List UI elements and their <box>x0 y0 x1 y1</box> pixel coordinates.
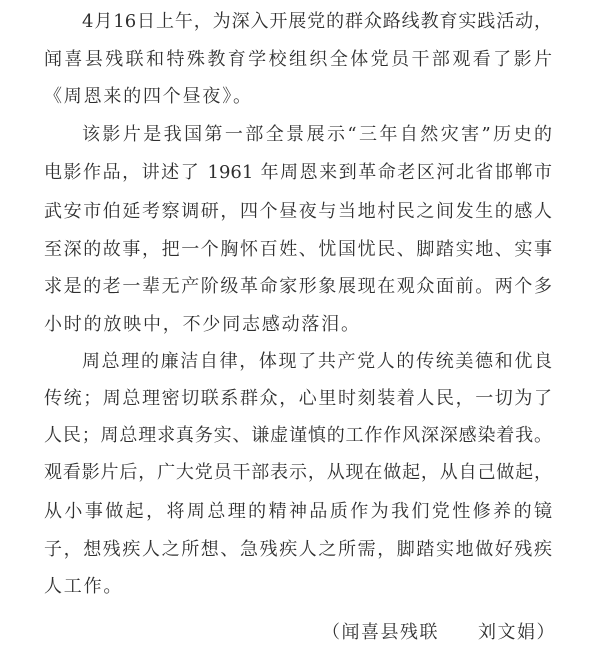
paragraph-3-line-6: 子，想残疾人之所想、急残疾人之所需，脚踏实地做好残疾 <box>44 539 552 560</box>
paragraph-3-line-1: 周总理的廉洁自律，体现了共产党人的传统美德和优良 <box>82 351 552 372</box>
paragraph-2-line-3: 武安市伯延考察调研，四个昼夜与当地村民之间发生的感人 <box>44 201 552 222</box>
paragraph-1-line-3: 《周恩来的四个昼夜》。 <box>44 86 253 107</box>
paragraph-2-line-2: 电影作品，讲述了 1961 年周恩来到革命老区河北省邯郸市 <box>44 162 552 183</box>
paragraph-2-line-4: 至深的故事，把一个胸怀百姓、忧国忧民、脚踏实地、实事 <box>44 239 552 260</box>
paragraph-1-line-1: 4月16日上午，为深入开展党的群众路线教育实践活动， <box>82 11 552 32</box>
paragraph-2-line-5: 求是的老一辈无产阶级革命家形象展现在观众面前。两个多 <box>44 276 552 297</box>
paragraph-1-line-2: 闻喜县残联和特殊教育学校组织全体党员干部观看了影片 <box>44 49 552 70</box>
paragraph-3-line-4: 观看影片后，广大党员干部表示，从现在做起，从自己做起， <box>44 462 552 483</box>
paragraph-2-line-1: 该影片是我国第一部全景展示“三年自然灾害”历史的 <box>82 124 552 145</box>
paragraph-3-line-5: 从小事做起，将周总理的精神品质作为我们党性修养的镜 <box>44 501 552 522</box>
paragraph-3-line-7: 人工作。 <box>44 576 124 597</box>
paragraph-3-line-3: 人民；周总理求真务实、谦虚谨慎的工作作风深深感染着我。 <box>44 425 552 446</box>
paragraph-3-line-2: 传统；周总理密切联系群众，心里时刻装着人民，一切为了 <box>44 388 552 409</box>
paragraph-2-line-6: 小时的放映中，不少同志感动落泪。 <box>44 314 361 335</box>
author-signature: （闻喜县残联 刘文娟） <box>322 622 556 643</box>
